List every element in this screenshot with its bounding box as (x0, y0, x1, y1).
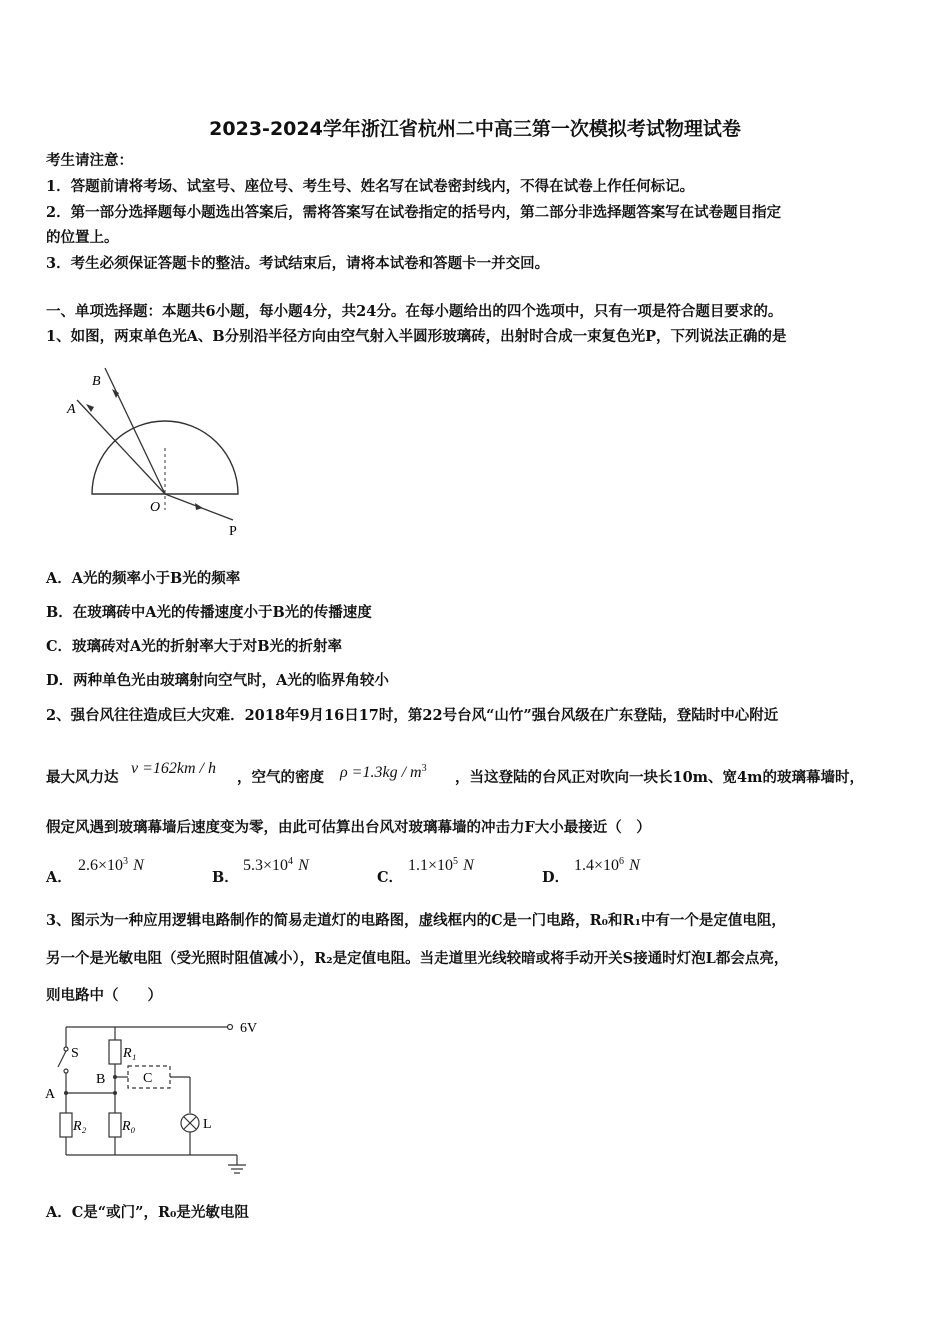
q1-label-b: B (92, 374, 101, 389)
q1-option-d: D．两种单色光由玻璃射向空气时，A光的临界角较小 (46, 672, 389, 689)
q3-line-2: 另一个是光敏电阻（受光照时阻值减小），R₂是定值电阻。当走道里光线较暗或将手动开关S接通时灯泡L都会点亮， (46, 950, 789, 967)
q3-label-b: B (96, 1072, 106, 1087)
q3-label-r2: R₂ (73, 1119, 87, 1134)
q2-velocity-wrap (131, 759, 216, 779)
q1-stem: 1、如图，两束单色光A、B分别沿半径方向由空气射入半圆形玻璃砖，出射时合成一束复色光P，下列说法正确的是 (46, 328, 787, 345)
q2-option-b-exp: 4 (288, 856, 294, 867)
q2-line-2c: ，当这登陆的台风正对吹向一块长10m、宽4m的玻璃幕墙时， (455, 769, 864, 786)
q2-density-expr: ρ =1.3kg / m (340, 763, 422, 781)
q2-line-3: 假定风遇到玻璃幕墙后速度变为零，由此可估算出台风对玻璃幕墙的冲击力F大小最接近（ ） (46, 819, 651, 836)
q1-label-a: A (67, 402, 76, 417)
q1-option-c: C．玻璃砖对A光的折射率大于对B光的折射率 (46, 638, 343, 655)
notice-item-2: 2．第一部分选择题每小题选出答案后，需将答案写在试卷指定的括号内，第二部分非选择题答案写在试卷题目指定 (46, 204, 782, 221)
q2-option-c-label: C． (377, 869, 404, 886)
q3-label-s: S (71, 1046, 79, 1061)
q2-option-a-label: A． (46, 869, 72, 886)
q2-option-a-mantissa: 2.6×10 (78, 856, 124, 874)
q2-option-b-unit: N (298, 856, 309, 874)
q2-option-b-mantissa: 5.3×10 (243, 856, 289, 874)
q2-line-2b: ，空气的密度 (237, 769, 324, 786)
q2-line-2a: 最大风力达 (46, 769, 119, 786)
q1-label-p: P (229, 524, 237, 539)
q2-option-c-mantissa: 1.1×10 (408, 856, 454, 874)
notice-header: 考生请注意： (46, 152, 133, 169)
q3-label-c: C (143, 1071, 153, 1086)
q1-semicircle-figure (55, 360, 255, 545)
q2-option-d-exp: 6 (619, 856, 625, 867)
notice-item-1: 1．答题前请将考场、试室号、座位号、考生号、姓名写在试卷密封线内，不得在试卷上作任何标记。 (46, 178, 695, 195)
q2-density-exp: 3 (421, 763, 427, 774)
q3-line-3: 则电路中（ ） (46, 987, 162, 1004)
q2-option-a-exp: 3 (123, 856, 129, 867)
q3-label-a: A (45, 1087, 56, 1102)
q1-label-o: O (150, 500, 161, 515)
notice-item-3: 3．考生必须保证答题卡的整洁。考试结束后，请将本试卷和答题卡一并交回。 (46, 255, 550, 272)
notice-item-2-cont: 的位置上。 (46, 229, 119, 246)
q3-circuit-diagram (40, 1015, 280, 1185)
q2-density-wrap (340, 759, 427, 783)
q2-velocity-expr: v =162km / h (131, 760, 216, 777)
q2-option-d-mantissa: 1.4×10 (574, 856, 620, 874)
q3-label-l: L (203, 1117, 212, 1132)
q1-option-b: B．在玻璃砖中A光的传播速度小于B光的传播速度 (46, 604, 372, 621)
q2-option-c-exp: 5 (453, 856, 459, 867)
q2-line-1: 2、强台风往往造成巨大灾难．2018年9月16日17时，第22号台风“山竹”强台风级在广东登陆，登陆时中心附近 (46, 707, 779, 724)
q3-option-a: A．C是“或门”，R₀是光敏电阻 (46, 1204, 249, 1221)
q3-label-r1: R₁ (123, 1046, 137, 1061)
q3-line-1: 3、图示为一种应用逻辑电路制作的简易走道灯的电路图，虚线框内的C是一门电路，R₀和R₁中有一个是定值电阻， (46, 912, 786, 929)
q3-label-r0: R₀ (122, 1119, 136, 1134)
page-title: 2023-2024学年浙江省杭州二中高三第一次模拟考试物理试卷 (209, 118, 741, 140)
q2-option-a-unit: N (133, 856, 144, 874)
q2-option-c-unit: N (463, 856, 474, 874)
section-heading: 一、单项选择题：本题共6小题，每小题4分，共24分。在每小题给出的四个选项中，只有一项是符合题目要求的。 (46, 303, 783, 320)
q1-option-a: A．A光的频率小于B光的频率 (46, 570, 241, 587)
q3-label-6v: 6V (240, 1021, 258, 1036)
q2-option-d-label: D． (542, 869, 570, 886)
q2-option-b-label: B． (212, 869, 239, 886)
q2-option-d-unit: N (629, 856, 640, 874)
